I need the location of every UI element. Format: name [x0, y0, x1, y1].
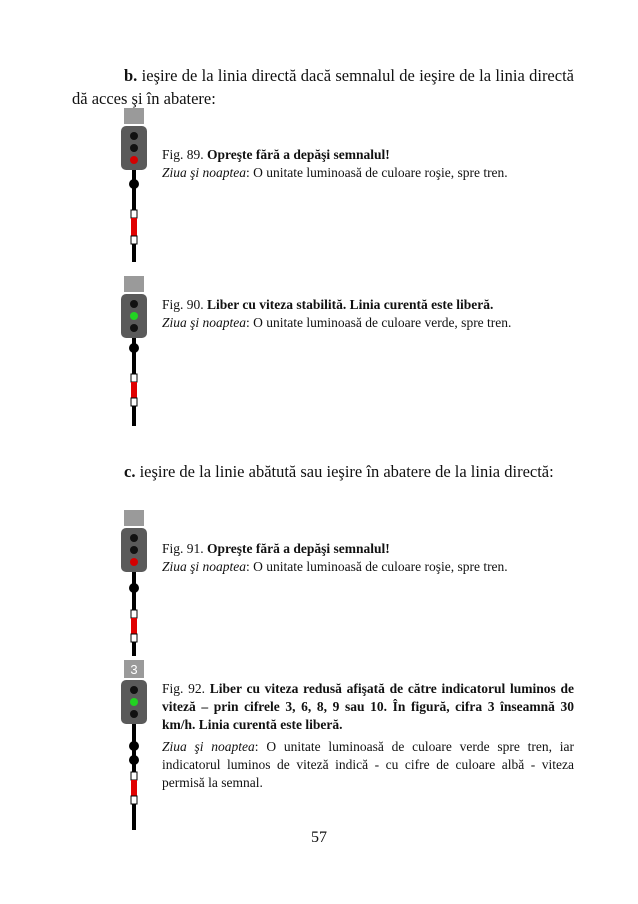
lamp-off — [130, 546, 138, 554]
day-night-label: Ziua şi noaptea — [162, 165, 247, 180]
post-white-band — [131, 796, 137, 804]
signal-fig-89 — [118, 108, 154, 262]
signal-post — [132, 642, 136, 656]
signal-joint — [129, 179, 139, 189]
signal-post — [132, 764, 136, 772]
signal-post — [132, 188, 136, 210]
signal-post — [132, 592, 136, 612]
lamp-lit — [130, 698, 138, 706]
lamp-off — [130, 132, 138, 140]
page-number: 57 — [311, 829, 327, 846]
section-b-label: b. — [124, 66, 138, 85]
lamp-off — [130, 324, 138, 332]
day-night-label: Ziua şi noaptea — [162, 315, 247, 330]
figure-title: Opreşte fără a depăşi semnalul! — [207, 147, 390, 162]
signal-post — [132, 244, 136, 262]
post-red-band — [131, 382, 137, 398]
figure-91-caption — [162, 540, 574, 576]
day-night-label: Ziua şi noaptea — [162, 559, 247, 574]
post-white-band — [131, 210, 137, 218]
figure-title: Liber cu viteza redusă afişată de către indicatorul luminos de viteză – prin cifrele 3, 6, 8, 9 sau 10. În figură, cifra 3 înseamnă 30 km/h. Linia curentă este liberă. — [162, 681, 574, 732]
signal-joint — [129, 343, 139, 353]
signal-joint — [129, 741, 139, 751]
figure-number: Fig. 89. — [162, 147, 208, 162]
figure-description: : O unitate luminoasă de culoare roşie, spre tren. — [246, 559, 508, 574]
section-b-paragraph — [72, 64, 574, 110]
post-white-band — [131, 772, 137, 780]
post-red-band — [131, 618, 137, 634]
figure-title: Liber cu viteza stabilită. Linia curentă este liberă. — [207, 297, 494, 312]
lamp-lit — [130, 558, 138, 566]
section-c-text: ieşire de la linie abătută sau ieşire în abatere de la linia directă: — [135, 462, 554, 481]
post-white-band — [131, 634, 137, 642]
lamp-lit — [130, 312, 138, 320]
figure-description: : O unitate luminoasă de culoare verde spre tren, iar indicatorul luminos de viteză indică - cu cifre de culoare albă - viteza permisă la semnal. — [162, 739, 574, 790]
figure-number: Fig. 91. — [162, 541, 208, 556]
signal-top-plate — [124, 510, 144, 526]
signal-top-plate — [124, 108, 144, 124]
lamp-off — [130, 534, 138, 542]
signal-fig-90 — [118, 276, 154, 426]
signal-fig-92 — [118, 660, 154, 832]
post-white-band — [131, 236, 137, 244]
post-white-band — [131, 398, 137, 406]
signal-fig-91 — [118, 510, 154, 656]
post-white-band — [131, 374, 137, 382]
signal-post — [132, 352, 136, 374]
lamp-off — [130, 710, 138, 718]
lamp-off — [130, 144, 138, 152]
figure-number: Fig. 92. — [162, 681, 210, 696]
lamp-off — [130, 686, 138, 694]
signal-top-plate — [124, 276, 144, 292]
figure-description: : O unitate luminoasă de culoare verde, spre tren. — [246, 315, 512, 330]
figure-title: Opreşte fără a depăşi semnalul! — [207, 541, 390, 556]
lamp-lit — [130, 156, 138, 164]
figure-89-caption — [162, 146, 574, 182]
section-b-text: ieşire de la linia directă dacă semnalul de ieşire de la linia directă dă acces şi în abatere: — [72, 66, 574, 108]
figure-number: Fig. 90. — [162, 297, 208, 312]
figure-description: : O unitate luminoasă de culoare roşie, spre tren. — [246, 165, 508, 180]
post-red-band — [131, 780, 137, 796]
signal-post — [132, 804, 136, 830]
section-c-label: c. — [124, 462, 136, 481]
signal-post — [132, 406, 136, 426]
signal-joint — [129, 583, 139, 593]
post-white-band — [131, 610, 137, 618]
lamp-off — [130, 300, 138, 308]
post-red-band — [131, 218, 137, 236]
figure-90-caption — [162, 296, 574, 332]
day-night-label: Ziua şi noaptea — [162, 739, 255, 754]
figure-92-caption — [162, 680, 574, 792]
section-c-paragraph — [72, 460, 574, 483]
speed-indicator-digit: 3 — [130, 662, 138, 677]
signal-joint — [129, 755, 139, 765]
